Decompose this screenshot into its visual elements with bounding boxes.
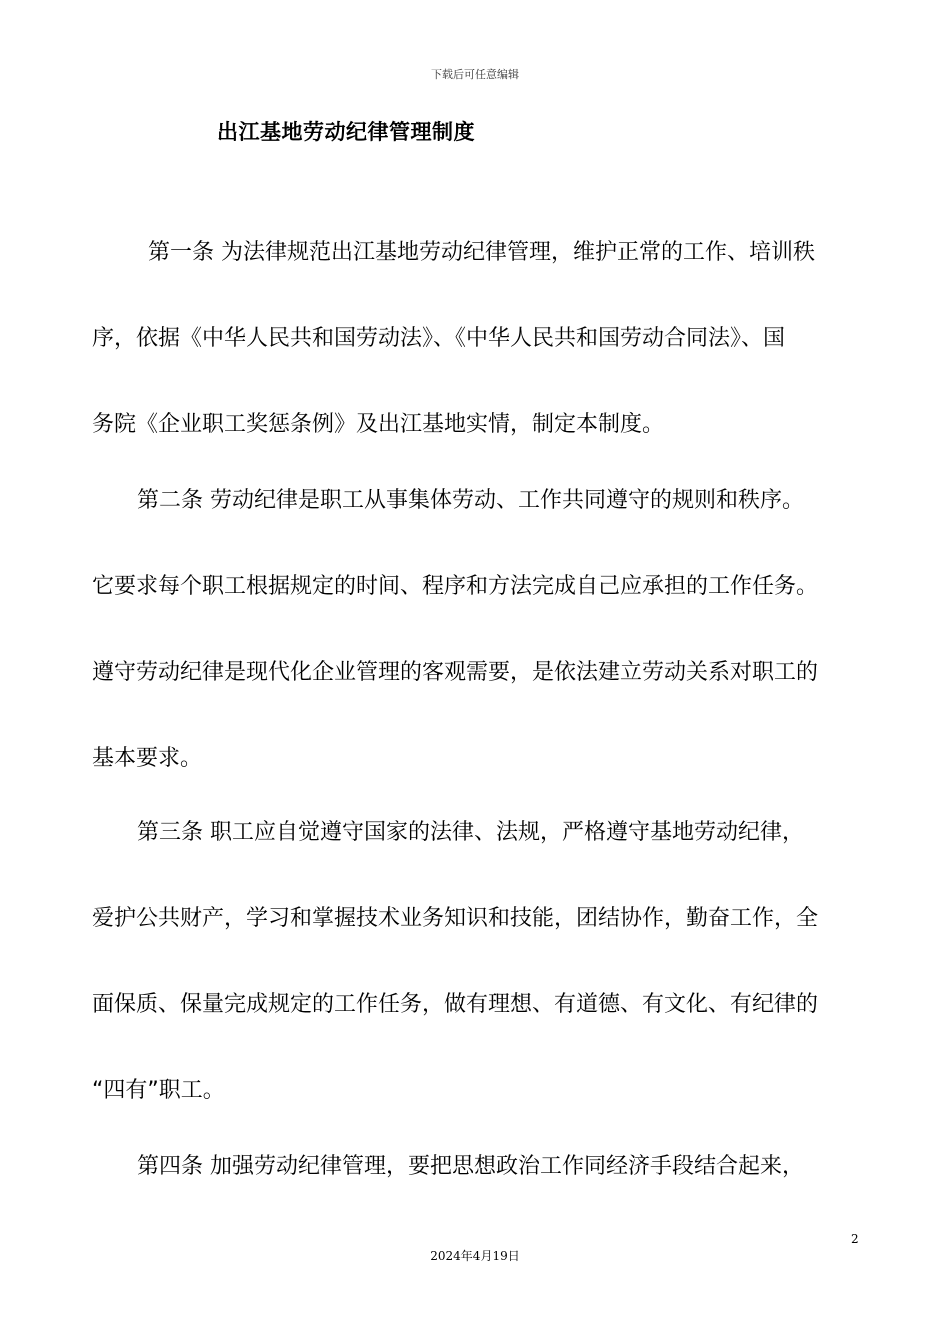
footer-date: 2024年4月19日 (430, 1249, 520, 1263)
paragraph-line: 序，依据《中华人民共和国劳动法》、《中华人民共和国劳动合同法》、国 (92, 326, 786, 351)
paragraph-line: 基本要求。 (92, 746, 203, 771)
paragraph-line: 爱护公共财产，学习和掌握技术业务知识和技能，团结协作，勤奋工作，全 (92, 906, 819, 931)
paragraph-line: 它要求每个职工根据规定的时间、程序和方法完成自己应承担的工作任务。 (92, 574, 819, 599)
paragraph-line: 第四条 加强劳动纪律管理，要把思想政治工作同经济手段结合起来， (137, 1154, 804, 1179)
paragraph-line: 面保质、保量完成规定的工作任务，做有理想、有道德、有文化、有纪律的 (92, 992, 819, 1017)
paragraph-line: “四有”职工。 (92, 1078, 225, 1103)
document-title: 出江基地劳动纪律管理制度 (217, 120, 475, 144)
page-number: 2 (851, 1232, 859, 1246)
paragraph-line: 第一条 为法律规范出江基地劳动纪律管理，维护正常的工作、培训秩 (148, 240, 815, 265)
paragraph-line: 第二条 劳动纪律是职工从事集体劳动、工作共同遵守的规则和秩序。 (137, 488, 804, 513)
header-note: 下载后可任意编辑 (431, 68, 519, 81)
paragraph-line: 务院《企业职工奖惩条例》及出江基地实情，制定本制度。 (92, 412, 665, 437)
paragraph-line: 遵守劳动纪律是现代化企业管理的客观需要，是依法建立劳动关系对职工的 (92, 660, 819, 685)
paragraph-line: 第三条 职工应自觉遵守国家的法律、法规，严格遵守基地劳动纪律， (137, 820, 804, 845)
